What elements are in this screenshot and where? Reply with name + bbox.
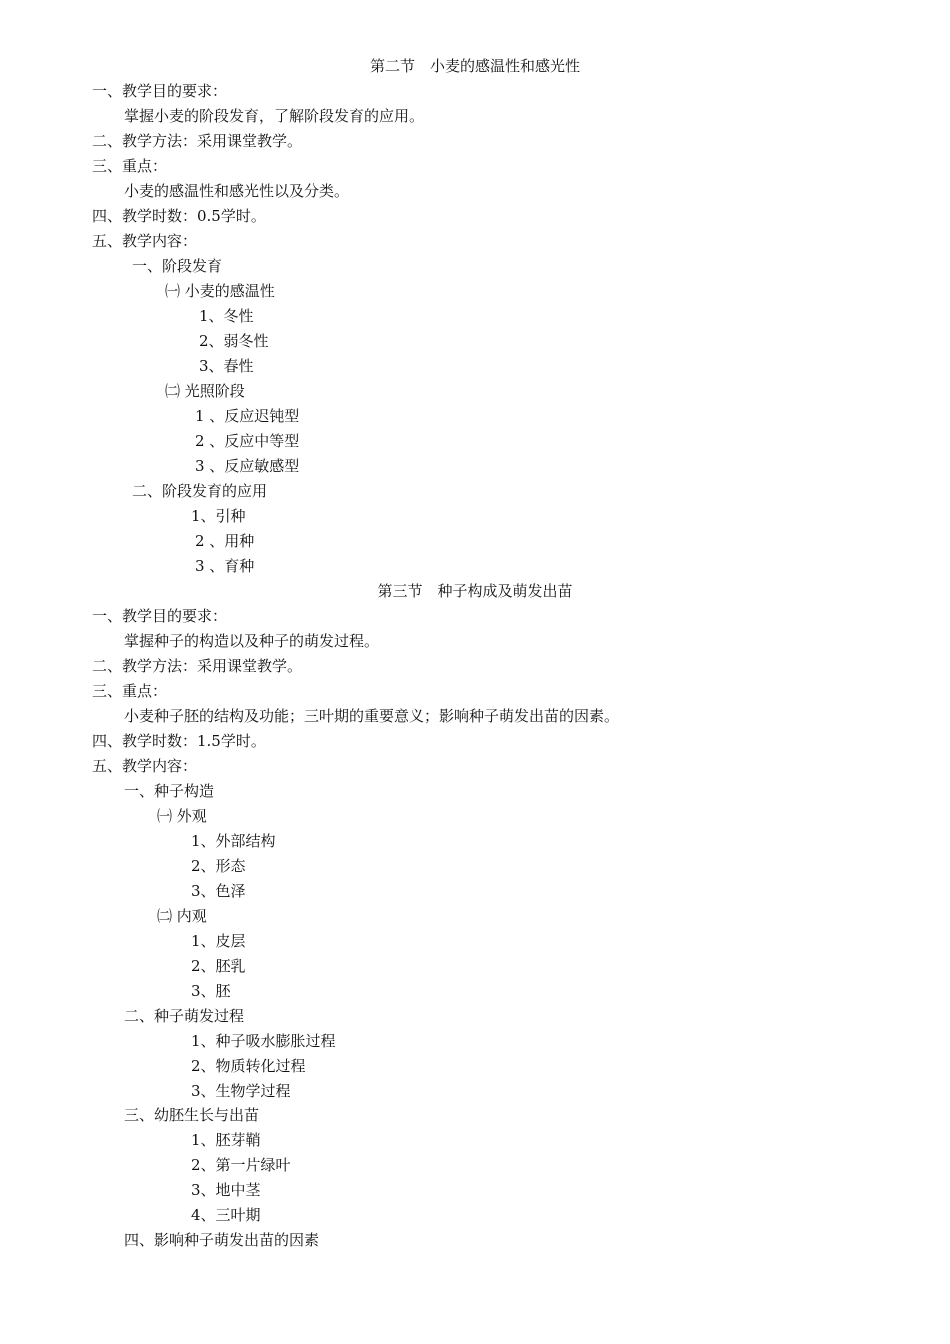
outline-item: 1、引种 xyxy=(191,507,246,525)
heading-method: 二、教学方法：采用课堂教学。 xyxy=(92,657,303,675)
outline-item: 四、影响种子萌发出苗的因素 xyxy=(124,1231,320,1249)
outline-item: 2 、用种 xyxy=(195,532,255,550)
heading-hours: 四、教学时数：0.5学时。 xyxy=(92,207,266,225)
outline-item: 二、阶段发育的应用 xyxy=(132,482,268,500)
section-title: 第三节 种子构成及萌发出苗 xyxy=(377,582,573,600)
outline-item: 3、生物学过程 xyxy=(191,1082,291,1100)
heading-keypoints: 三、重点： xyxy=(92,157,168,175)
keypoints-text: 小麦种子胚的结构及功能；三叶期的重要意义；影响种子萌发出苗的因素。 xyxy=(124,707,620,725)
outline-item: 2、弱冬性 xyxy=(199,332,269,350)
outline-item: 2、胚乳 xyxy=(191,957,246,975)
outline-item: 2、物质转化过程 xyxy=(191,1057,306,1075)
heading-hours: 四、教学时数：1.5学时。 xyxy=(92,732,266,750)
heading-objectives: 一、教学目的要求： xyxy=(92,607,228,625)
objectives-text: 掌握小麦的阶段发育，了解阶段发育的应用。 xyxy=(124,107,425,125)
heading-content: 五、教学内容： xyxy=(92,232,198,250)
outline-item: 三、幼胚生长与出苗 xyxy=(124,1106,260,1124)
outline-item: 二、种子萌发过程 xyxy=(124,1007,245,1025)
keypoints-text: 小麦的感温性和感光性以及分类。 xyxy=(124,182,350,200)
outline-item: 1 、反应迟钝型 xyxy=(195,407,300,425)
heading-keypoints: 三、重点： xyxy=(92,682,168,700)
outline-item: 3 、育种 xyxy=(195,557,255,575)
outline-item: 1、皮层 xyxy=(191,932,246,950)
heading-method: 二、教学方法：采用课堂教学。 xyxy=(92,132,303,150)
outline-item: 1、外部结构 xyxy=(191,832,276,850)
outline-item: 1、种子吸水膨胀过程 xyxy=(191,1032,336,1050)
outline-item: 1、胚芽鞘 xyxy=(191,1131,261,1149)
section-title: 第二节 小麦的感温性和感光性 xyxy=(369,57,580,75)
outline-item: 3、地中茎 xyxy=(191,1181,261,1199)
heading-objectives: 一、教学目的要求： xyxy=(92,82,228,100)
outline-item: 2 、反应中等型 xyxy=(195,432,300,450)
outline-item: 1、冬性 xyxy=(199,307,254,325)
outline-item: 2、形态 xyxy=(191,857,246,875)
outline-item: 3 、反应敏感型 xyxy=(195,457,300,475)
outline-item: 3、胚 xyxy=(191,982,231,1000)
objectives-text: 掌握种子的构造以及种子的萌发过程。 xyxy=(124,632,380,650)
outline-item: ㈠ 小麦的感温性 xyxy=(165,282,275,300)
outline-item: 3、春性 xyxy=(199,357,254,375)
outline-item: 2、第一片绿叶 xyxy=(191,1156,291,1174)
outline-item: ㈡ 光照阶段 xyxy=(165,382,245,400)
heading-content: 五、教学内容： xyxy=(92,757,198,775)
outline-item: ㈡ 内观 xyxy=(157,907,207,925)
outline-item: 一、阶段发育 xyxy=(132,257,223,275)
outline-item: 一、种子构造 xyxy=(124,782,215,800)
outline-item: ㈠ 外观 xyxy=(157,807,207,825)
outline-item: 4、三叶期 xyxy=(191,1206,261,1224)
outline-item: 3、色泽 xyxy=(191,882,246,900)
